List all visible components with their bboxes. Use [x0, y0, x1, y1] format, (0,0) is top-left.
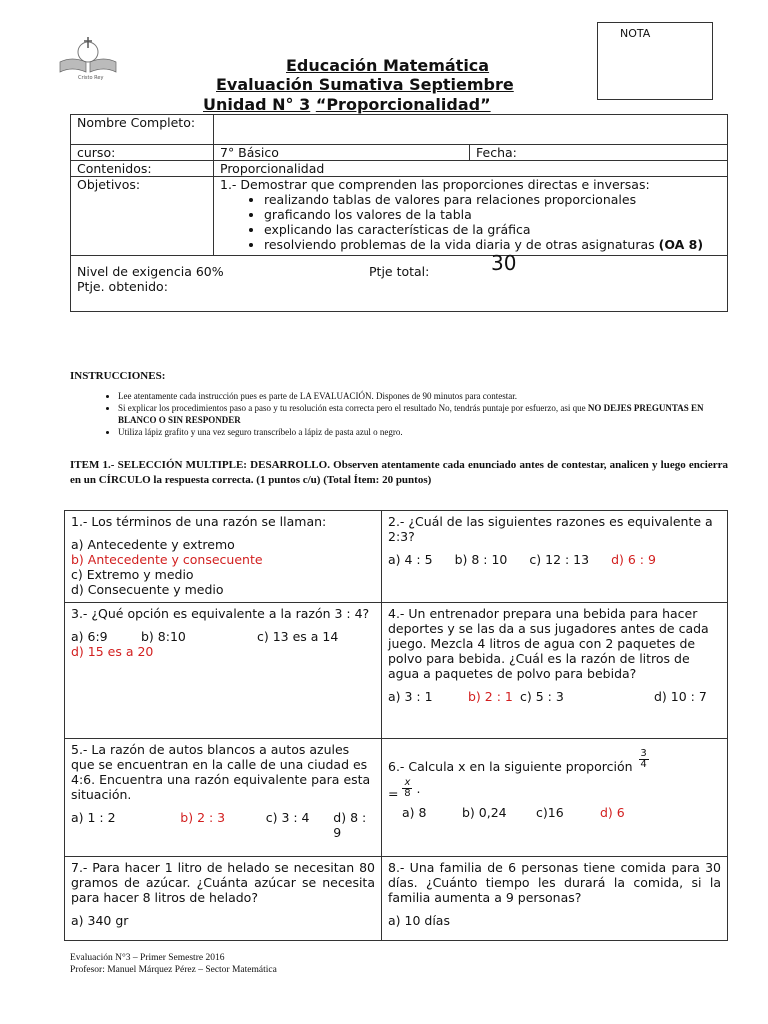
- question-text: 8.- Una familia de 6 personas tiene comida para 30 días. ¿Cuánto tiempo les durará la comida, si la familia aumenta a 9 personas?: [388, 860, 721, 905]
- grade-label: NOTA: [620, 27, 651, 40]
- option-a[interactable]: a) 340 gr: [71, 913, 129, 928]
- option-c[interactable]: c) 12 : 13: [529, 552, 590, 567]
- question-8: [382, 857, 728, 941]
- course-value: 7° Básico: [214, 145, 470, 161]
- question-4: [382, 603, 728, 739]
- school-logo: [52, 36, 124, 84]
- option-b-correct[interactable]: b) Antecedente y consecuente: [71, 552, 263, 567]
- name-label: Nombre Completo:: [71, 115, 214, 145]
- grade-box: [597, 22, 713, 100]
- objective-item: • graficando los valores de la tabla: [264, 207, 721, 222]
- option-b[interactable]: b) 0,24: [462, 805, 507, 820]
- question-3: [65, 603, 382, 739]
- option-a[interactable]: a) 10 días: [388, 913, 450, 928]
- instruction-item: • Utiliza lápiz grafito y una vez seguro transcríbelo a lápiz de pasta azul o negro.: [118, 426, 730, 438]
- questions-table: [64, 510, 728, 941]
- instructions-title: INSTRUCCIONES:: [70, 370, 166, 382]
- name-field[interactable]: [214, 115, 728, 145]
- fraction-numerator: x: [404, 777, 411, 788]
- fraction-x-over-8: [402, 778, 412, 799]
- question-7: [65, 857, 382, 941]
- question-2: [382, 511, 728, 603]
- objectives-label: Objetivos:: [71, 177, 214, 256]
- instruction-bold: NO DEJES PREGUNTAS EN BLANCO O SIN RESPONDER: [118, 403, 704, 425]
- objective-item: [264, 237, 721, 252]
- question-text: 5.- La razón de autos blancos a autos azules que se encuentran en la calle de una ciudad es 4:6. Encuentra una razón equivalente para esta situación.: [71, 742, 371, 802]
- option-c[interactable]: c) 3 : 4: [265, 810, 310, 825]
- score-cell: [71, 251, 728, 312]
- fraction-numerator: 3: [640, 748, 647, 759]
- option-b[interactable]: b) 8:10: [141, 629, 186, 644]
- page-footer: [70, 952, 277, 976]
- question-text: 1.- Los términos de una razón se llaman:: [71, 514, 327, 529]
- date-label[interactable]: Fecha:: [470, 145, 728, 161]
- footer-evaluation: Evaluación N°3 – Primer Semestre 2016: [70, 953, 225, 963]
- question-text: 7.- Para hacer 1 litro de helado se necesitan 80 gramos de azúcar. ¿Cuánta azúcar se necesita para hacer 8 litros de helado?: [71, 860, 375, 905]
- question-6: [382, 739, 728, 857]
- fraction-denominator: 8: [404, 788, 411, 799]
- question-text: 2.- ¿Cuál de las siguientes razones es equivalente a 2:3?: [388, 514, 713, 544]
- question-1: [65, 511, 382, 603]
- objective-item: • explicando las características de la gráfica: [264, 222, 721, 237]
- question-text: 4.- Un entrenador prepara una bebida para hacer deportes y se las da a sus jugadores antes de cada juego. Mezcla 4 litros de agua con 2 paquetes de polvo para bebida. ¿Cuál es la razón de litros de agua a paquetes de polvo para bebida?: [388, 606, 709, 681]
- question-5: [65, 739, 382, 857]
- total-score-label: Ptje total:: [369, 264, 430, 279]
- instructions-list: [70, 390, 730, 438]
- question-text: 3.- ¿Qué opción es equivalente a la razón 3 : 4?: [71, 606, 370, 621]
- option-a[interactable]: a) 1 : 2: [71, 810, 116, 825]
- option-b-correct[interactable]: b) 2 : 3: [180, 810, 226, 825]
- option-c[interactable]: c) 5 : 3: [520, 689, 564, 704]
- option-a[interactable]: a) 8: [402, 805, 427, 820]
- objective-item-text: resolviendo problemas de la vida diaria y de otras asignaturas: [264, 237, 655, 252]
- option-b-correct[interactable]: b) 2 : 1: [468, 689, 513, 704]
- title-subject: Educación Matemática: [286, 56, 490, 75]
- option-d[interactable]: d) 10 : 7: [654, 689, 707, 704]
- option-c[interactable]: c)16: [536, 805, 564, 820]
- contents-value: Proporcionalidad: [214, 161, 728, 177]
- title-unit-number: Unidad N° 3: [203, 95, 311, 114]
- equals-sign: =: [388, 786, 399, 801]
- option-a[interactable]: a) 6:9: [71, 629, 108, 644]
- period: .: [416, 781, 421, 796]
- option-d-correct[interactable]: d) 15 es a 20: [71, 644, 154, 659]
- score-obtained: Ptje. obtenido:: [77, 279, 168, 294]
- option-d[interactable]: d) Consecuente y medio: [71, 582, 224, 597]
- student-info-table: [70, 114, 728, 312]
- total-score-value: 30: [491, 251, 517, 275]
- title-evaluation: Evaluación Sumativa Septiembre: [216, 75, 514, 94]
- title-unit-name: “Proporcionalidad”: [315, 95, 491, 114]
- instruction-item: • Lee atentamente cada instrucción pues es parte de LA EVALUACIÓN. Dispones de 90 minutos para contestar.: [118, 390, 730, 402]
- requirement-level: Nivel de exigencia 60%: [77, 264, 224, 279]
- option-b[interactable]: b) 8 : 10: [454, 552, 508, 567]
- objective-item: • realizando tablas de valores para relaciones proporcionales: [264, 192, 721, 207]
- objective-oa: (OA 8): [658, 237, 704, 252]
- question-text: 6.- Calcula x en la siguiente proporción: [388, 759, 633, 774]
- instruction-item: [118, 402, 730, 426]
- item1-heading: ITEM 1.- SELECCIÓN MULTIPLE: DESARROLLO. Observen atentamente cada enunciado antes de contestar, analicen y luego encierra en un CÍRCULO la respuesta correcta. (1 puntos c/u) (Total Ítem: 20 puntos): [70, 459, 728, 486]
- footer-teacher: Profesor: Manuel Márquez Pérez – Sector Matemática: [70, 965, 277, 975]
- objectives-cell: [214, 177, 728, 256]
- option-a[interactable]: a) 3 : 1: [388, 689, 433, 704]
- fraction-denominator: 4: [640, 759, 647, 770]
- logo-caption: Cristo Rey: [78, 75, 104, 81]
- option-d[interactable]: d) 8 : 9: [333, 810, 367, 840]
- title-unit: [203, 95, 491, 114]
- option-a[interactable]: a) 4 : 5: [388, 552, 433, 567]
- fraction-three-quarters: [639, 749, 649, 770]
- option-d-correct[interactable]: d) 6: [600, 805, 625, 820]
- option-c[interactable]: c) 13 es a 14: [257, 629, 339, 644]
- course-label: curso:: [71, 145, 214, 161]
- instruction-text: Si explicar los procedimientos paso a paso y tu resolución esta correcta pero el resultado No, tendrás puntaje por esfuerzo, asi que: [118, 403, 588, 413]
- option-d-correct[interactable]: d) 6 : 9: [611, 552, 656, 567]
- objectives-list: [220, 192, 721, 252]
- option-c[interactable]: c) Extremo y medio: [71, 567, 194, 582]
- option-a[interactable]: a) Antecedente y extremo: [71, 537, 235, 552]
- contents-label: Contenidos:: [71, 161, 214, 177]
- objectives-intro: 1.- Demostrar que comprenden las proporciones directas e inversas:: [220, 177, 650, 192]
